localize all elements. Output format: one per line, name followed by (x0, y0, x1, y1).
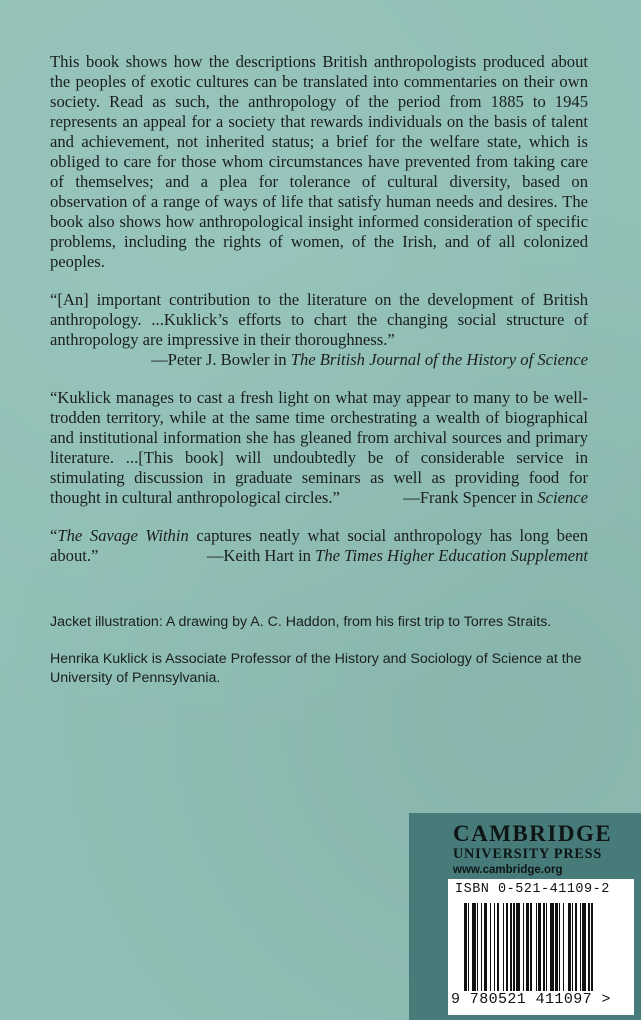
barcode-bar (568, 903, 571, 991)
review-spencer (50, 388, 588, 508)
review-quote: “Kuklick manages to cast a fresh light on what may appear to many to be well-trodden territory, while at the same time orchestrating a wealth of biographical and institutional information she has gleaned from archival sources and primary literature. ...[This book] will undoubtedly be of considerable service in stimulating discussion in graduate seminars as well as providing food for thought in cultural anthropological circles.” —Frank Spencer in Science (50, 388, 588, 507)
barcode-bar (510, 903, 513, 991)
credits (50, 613, 588, 706)
review-bowler (50, 290, 588, 370)
barcode-bar (516, 903, 520, 991)
publisher-website: www.cambridge.org (453, 864, 563, 876)
barcode-bar (582, 903, 586, 991)
barcode-bar (536, 903, 537, 991)
review-quote: “[An] important contribution to the literature on the development of British anthropology. ...Kuklick’s efforts to chart the changing social structure of anthropology are impressive in their thoroughness.” (50, 290, 588, 349)
barcode-bar (526, 903, 529, 991)
barcode-bar (477, 903, 478, 991)
review-attribution: —Keith Hart in The Times Higher Education Supplement (206, 546, 588, 565)
barcode-bar (472, 903, 476, 991)
publisher-name: CAMBRIDGE (453, 821, 613, 846)
barcode-panel (448, 879, 634, 1015)
review-attribution: —Peter J. Bowler in The British Journal of the History of Science (151, 350, 588, 369)
book-description: This book shows how the descriptions British anthropologists produced about the peoples of exotic cultures can be translated into commentaries on their own society. Read as such, the anthropology of the period from 1885 to 1945 represents an appeal for a society that rewards individuals on the basis of talent and achievement, not inherited status; a brief for the welfare state, which is obliged to care for those whom circumstances have prevented from taking care of themselves; and a plea for tolerance of cultural diversity, based on observation of a range of ways of life that satisfy human needs and desires. The book also shows how anthropological insight informed consideration of specific problems, including the rights of women, of the Irish, and of all colonized peoples. (50, 52, 588, 271)
barcode-bar (481, 903, 482, 991)
barcode-bar (503, 903, 504, 991)
barcode-bar (490, 903, 491, 991)
barcode-bar (464, 903, 467, 991)
barcode-bar (494, 903, 495, 991)
barcode-bar (484, 903, 488, 991)
barcode-bar (513, 903, 514, 991)
publisher-sub: UNIVERSITY PRESS (453, 846, 603, 862)
barcode-bar (572, 903, 573, 991)
publisher-logo (453, 822, 638, 878)
barcode-bar (591, 903, 592, 991)
barcode-bar (543, 903, 544, 991)
barcode-bar (497, 903, 500, 991)
barcode-bar (559, 903, 560, 991)
barcode-bar (575, 903, 578, 991)
barcode-bar (550, 903, 554, 991)
barcode-bar (530, 903, 531, 991)
barcode-bar (580, 903, 581, 991)
barcode (464, 903, 622, 991)
barcode-bar (555, 903, 558, 991)
barcode-bar (588, 903, 591, 991)
barcode-bar (468, 903, 469, 991)
barcode-bar (506, 903, 509, 991)
review-hart (50, 526, 588, 566)
barcode-digits: 9 780521 411097 > (451, 991, 611, 1008)
review-attribution: —Frank Spencer in Science (403, 488, 588, 507)
back-cover-text (50, 52, 588, 584)
author-bio: Henrika Kuklick is Associate Professor of the History and Sociology of Science at the University of Pennsylvania. (50, 650, 582, 686)
barcode-bar (538, 903, 541, 991)
isbn-label: ISBN 0-521-41109-2 (455, 882, 610, 897)
jacket-credit: Jacket illustration: A drawing by A. C. Haddon, from his first trip to Torres Straits. (50, 614, 552, 630)
barcode-bar (523, 903, 524, 991)
barcode-bar (546, 903, 547, 991)
review-quote: “The Savage Within captures neatly what social anthropology has long been about.” —Keith Hart in The Times Higher Education Supplement (50, 526, 588, 565)
barcode-bar (563, 903, 564, 991)
